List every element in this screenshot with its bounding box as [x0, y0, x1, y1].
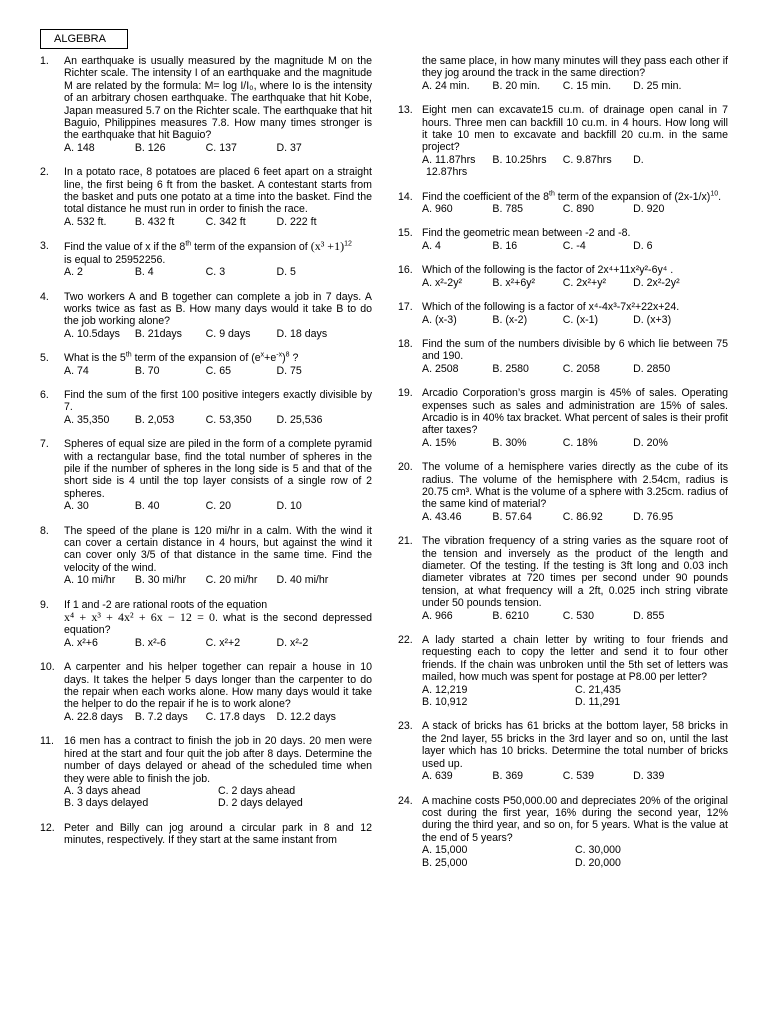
question-text-content: Two workers A and B together can complete a job in 7 days. A works twice as fast as B. How many days would it take B to do the job working alone?	[64, 290, 372, 328]
question-number: 7.	[40, 438, 49, 451]
answer-option[interactable]: D. x²-2	[276, 636, 309, 649]
question-text-content: the same place, in how many minutes will they pass each other if they jog around the track in the same direction?	[422, 55, 728, 80]
answer-option[interactable]: D. 855	[633, 609, 665, 622]
question-item	[40, 661, 372, 723]
superscript: x	[260, 351, 265, 359]
answer-option[interactable]: A. 15%	[422, 436, 457, 449]
answer-option[interactable]: D. 18 days	[276, 327, 328, 340]
answer-option[interactable]: A. 43.46	[422, 510, 462, 523]
answer-option[interactable]: D. 75	[276, 364, 302, 377]
answer-option[interactable]: C. 15 min.	[562, 79, 612, 92]
answer-option[interactable]: C. 9 days	[205, 327, 251, 340]
question-number: 6.	[40, 388, 49, 401]
answer-option[interactable]: A. 966	[422, 609, 453, 622]
question-number: 4.	[40, 290, 49, 303]
answer-option-continued: 12.87hrs	[426, 166, 468, 179]
answer-option[interactable]: C. 20	[205, 500, 231, 513]
question-item	[40, 735, 372, 809]
answer-options	[64, 414, 372, 426]
answer-option[interactable]: B. 21days	[134, 327, 182, 340]
answer-option[interactable]: A. 12,219	[422, 683, 468, 696]
question-number: 16.	[398, 264, 413, 277]
answer-options	[64, 574, 372, 586]
question-number: 23.	[398, 720, 413, 733]
answer-options	[422, 684, 728, 709]
answer-option[interactable]: A. 74	[64, 364, 89, 377]
answer-option[interactable]: B. (x-2)	[492, 313, 528, 326]
question-number: 8.	[40, 524, 49, 537]
answer-option[interactable]: A. 639	[422, 770, 453, 783]
answer-option[interactable]: C. (x-1)	[562, 313, 599, 326]
question-item	[398, 104, 728, 178]
question-text-content: A machine costs P50,000.00 and depreciates 20% of the original cost during the first year, 16% during the second year, 12% during the third year, and so on, for 5 years. What is the value at the end of 5 years?	[422, 794, 728, 844]
question-text-content: Arcadio Corporation’s gross margin is 45% of sales. Operating expenses such as sales and administration are 15% of sales. Arcadio is in 40% tax bracket. What percent of sales is their profit after taxes?	[422, 387, 728, 437]
answer-option[interactable]: C. 2x²+y²	[562, 276, 607, 289]
superscript: th	[125, 351, 132, 359]
question-text-part: )	[282, 352, 286, 365]
left-column	[40, 55, 372, 859]
answer-option[interactable]: B. 20 min.	[492, 79, 541, 92]
question-text	[422, 387, 728, 437]
answer-option[interactable]: C. 137	[205, 141, 237, 154]
answer-option[interactable]: A. 532 ft.	[64, 215, 107, 228]
question-number: 24.	[398, 794, 413, 807]
answer-option[interactable]: D. 25 min.	[633, 79, 682, 92]
question-text-part: Find the coefficient of the 8	[422, 190, 550, 203]
answer-options	[422, 240, 728, 252]
answer-option[interactable]: B. 4	[134, 266, 154, 279]
answer-option[interactable]: D. 920	[633, 203, 665, 216]
answer-option[interactable]: B. 70	[134, 364, 160, 377]
question-text-content: Peter and Billy can jog around a circular park in 8 and 12 minutes, respectively. If they start at the same instant from	[64, 821, 372, 847]
answer-option[interactable]: A. 4	[422, 239, 441, 252]
answer-options	[422, 80, 728, 92]
answer-options	[64, 637, 372, 649]
answer-option[interactable]: D. 76.95	[633, 510, 674, 523]
question-text-part: +e	[264, 352, 277, 365]
question-number: 10.	[40, 661, 55, 674]
question-number: 19.	[398, 387, 413, 400]
answer-option[interactable]: B. 2,053	[134, 413, 175, 426]
answer-option[interactable]: D. 2x²-2y²	[633, 276, 680, 289]
answer-option[interactable]: A. 2	[64, 266, 83, 279]
question-item	[398, 227, 728, 252]
answer-option[interactable]: B. 25,000	[422, 856, 468, 869]
question-text-content: Find the sum of the numbers divisible by 6 which lie between 75 and 190.	[422, 337, 728, 363]
answer-option[interactable]: B. 6210	[492, 609, 529, 622]
question-item	[398, 795, 728, 869]
answer-option[interactable]: C. 20 mi/hr	[205, 574, 258, 587]
answer-option[interactable]: B. 40	[134, 500, 160, 513]
question-item	[40, 55, 372, 154]
question-text	[64, 352, 372, 364]
question-number: 2.	[40, 166, 49, 179]
answer-option[interactable]: B. 30 mi/hr	[134, 574, 187, 587]
answer-options	[422, 437, 728, 449]
question-number: 12.	[40, 821, 55, 834]
answer-option[interactable]: A. 148	[64, 141, 95, 154]
superscript: 8	[285, 351, 290, 359]
question-text-part: .	[718, 190, 722, 203]
question-item	[40, 240, 372, 278]
question-text-part: term of the expansion of (2x-1/x)	[554, 190, 711, 203]
question-number: 20.	[398, 461, 413, 474]
question-item	[398, 55, 728, 92]
question-number: 1.	[40, 55, 49, 67]
question-text	[422, 104, 728, 154]
question-item	[398, 461, 728, 523]
answer-options	[422, 277, 728, 289]
answer-option[interactable]: B. 57.64	[492, 510, 532, 523]
question-number: 22.	[398, 634, 413, 647]
answer-option[interactable]: D. 2 days delayed	[218, 797, 303, 810]
answer-option[interactable]: D. 37	[276, 141, 302, 154]
question-text-part: term of the expansion of (e	[131, 352, 261, 365]
question-item	[40, 822, 372, 847]
answer-options	[422, 154, 728, 166]
question-item	[398, 535, 728, 622]
answer-option[interactable]: C. 65	[205, 364, 231, 377]
question-text-content: Which of the following is the factor of 2x⁴+11x²y²-6y⁴ .	[422, 264, 674, 277]
answer-options	[422, 844, 728, 869]
question-text-content: An earthquake is usually measured by the magnitude M on the Richter scale. The intensity I of an earthquake and the magnitude M are related by the formula: M= log I/I₀, where Io is the intensity of an arbitrary chosen earthquake. The earthquake that hit Kobe, Japan measured 5.7 on the Richter scale. The earthquake that hit Baguio, Philippines measures 7.8. How many times stronger is the earthquake that hit Baguio?	[64, 55, 372, 142]
question-number: 3.	[40, 240, 49, 253]
answer-option[interactable]: C. 539	[562, 770, 594, 783]
question-text	[422, 264, 728, 276]
answer-option[interactable]: C. 30,000	[575, 844, 621, 857]
question-item	[40, 438, 372, 512]
question-item	[40, 291, 372, 341]
answer-options	[422, 363, 728, 375]
question-text	[64, 822, 372, 847]
answer-option[interactable]: A. 22.8 days	[64, 710, 123, 723]
answer-options	[64, 328, 372, 340]
question-text-part: ?	[289, 352, 299, 365]
answer-option[interactable]: C. 3	[205, 266, 226, 279]
answer-options	[64, 711, 372, 723]
answer-option[interactable]: A. 30	[64, 500, 89, 513]
question-number: 18.	[398, 337, 413, 350]
equation: x⁴ + x³ + 4x² + 6x − 12 = 0	[64, 610, 216, 625]
answer-option[interactable]: B. 126	[134, 141, 166, 154]
question-text-content: A carpenter and his helper together can repair a house in 10 days. It takes the helper 5 days longer than the carpenter to do the repair when each works alone. How many days would it take the helper to do the repair if he is to work alone?	[64, 661, 372, 711]
question-text-part: Find the value of x if the 8	[64, 241, 186, 254]
question-text-content: A lady started a chain letter by writing to four friends and requesting each to copy the letter and send it to four other friends. If the chain was unbroken until the 5th set of letters was mailed, how much was spent for postage at P8.00 per letter?	[422, 634, 728, 684]
question-number: 15.	[398, 227, 413, 240]
answer-option[interactable]: D. 10	[276, 500, 302, 513]
answer-option[interactable]: D. (x+3)	[633, 313, 672, 326]
answer-option[interactable]: B. 432 ft	[134, 215, 175, 228]
question-item	[398, 338, 728, 375]
answer-option[interactable]: D. 11,291	[575, 696, 621, 709]
question-text	[64, 661, 372, 711]
expansion-expression: (x³ +1)	[310, 239, 345, 254]
answer-options	[422, 203, 728, 215]
answer-options	[64, 266, 372, 278]
answer-options	[422, 314, 728, 326]
question-text	[64, 240, 372, 266]
question-text	[64, 291, 372, 328]
answer-option[interactable]: D. 40 mi/hr	[276, 574, 329, 587]
answer-option[interactable]: A. 2508	[422, 362, 459, 375]
question-text-content: The volume of a hemisphere varies directly as the cube of its radius. The volume of the hemisphere with 2.54cm, radius is 20.75 cm³. What is the volume of a sphere with 3.25cm. radius of the same kind of material?	[422, 461, 728, 511]
answer-option[interactable]: A. 960	[422, 203, 453, 216]
answer-options	[422, 770, 728, 782]
answer-option[interactable]: A. 3 days ahead	[64, 784, 141, 797]
question-text	[422, 191, 728, 203]
question-text	[64, 438, 372, 500]
question-text-part: is equal to 25952256.	[64, 253, 166, 266]
answer-options	[64, 142, 372, 154]
answer-option[interactable]: B. 3 days delayed	[64, 797, 149, 810]
answer-option[interactable]: C. 890	[562, 203, 594, 216]
question-item	[398, 264, 728, 289]
answer-option[interactable]: C. 17.8 days	[205, 710, 266, 723]
answer-option[interactable]: B. 10.25hrs	[492, 153, 547, 166]
question-text-part: What is the 5	[64, 352, 126, 365]
question-number: 11.	[40, 735, 54, 748]
answer-options	[64, 500, 372, 512]
answer-option[interactable]: D. 20%	[633, 436, 668, 449]
question-text-content: Which of the following is a factor of x⁴-4x³-7x²+22x+24.	[422, 301, 680, 314]
question-text	[64, 55, 372, 142]
question-item	[40, 352, 372, 377]
answer-options	[64, 365, 372, 377]
answer-option[interactable]: C. 9.87hrs	[562, 153, 612, 166]
question-text	[422, 634, 728, 684]
question-item	[398, 634, 728, 708]
question-text	[64, 735, 372, 785]
answer-option[interactable]: D. 6	[633, 239, 653, 252]
question-item	[40, 166, 372, 228]
question-number: 14.	[398, 190, 413, 203]
answer-option[interactable]: D. 5	[276, 266, 296, 279]
answer-option[interactable]: A. x²-2y²	[422, 276, 463, 289]
answer-option[interactable]: D. 25,536	[276, 413, 323, 426]
question-text-part: term of the expansion of	[191, 241, 311, 254]
answer-option[interactable]: B. 2580	[492, 362, 529, 375]
question-item	[398, 387, 728, 449]
answer-option[interactable]: A. 10.5days	[64, 327, 120, 340]
answer-option[interactable]: C. -4	[562, 239, 586, 252]
question-number: 17.	[398, 301, 413, 314]
answer-option[interactable]: D. 20,000	[575, 856, 621, 869]
answer-option[interactable]: D. 2850	[633, 362, 671, 375]
answer-option[interactable]: B. 7.2 days	[134, 710, 188, 723]
superscript: th	[549, 190, 555, 198]
answer-option[interactable]: C. 2058	[562, 362, 600, 375]
question-text	[422, 720, 728, 770]
question-text-content: Spheres of equal size are piled in the form of a complete pyramid with a rectangular base, find the total number of spheres in the pile if the number of spheres in the long side is 5 and that of the short side is 4 until the top layer consists of a single row of 2 spheres.	[64, 438, 372, 500]
question-text-content: Find the geometric mean between -2 and -8.	[422, 227, 631, 240]
answer-option[interactable]: D. 12.2 days	[276, 710, 336, 723]
answer-option[interactable]: A. (x-3)	[422, 313, 457, 326]
answer-option[interactable]: A. 15,000	[422, 844, 468, 857]
superscript: 10	[710, 190, 719, 198]
answer-option[interactable]: B. x²+6y²	[492, 276, 536, 289]
answer-option[interactable]: D.	[633, 153, 644, 166]
answer-option[interactable]: C. 21,435	[575, 683, 621, 696]
superscript: -x	[276, 351, 283, 359]
answer-option[interactable]: B. 16	[492, 239, 518, 252]
question-text	[422, 227, 728, 239]
question-text	[64, 389, 372, 414]
question-text-content: Eight men can excavate15 cu.m. of drainage open canal in 7 hours. Three men can backfill 10 cu.m. in 4 hours. How long will it take 10 men to excavate and backfill 20 cu.m. in the same project?	[422, 104, 728, 154]
answer-option[interactable]: B. 785	[492, 203, 524, 216]
question-text-content: A stack of bricks has 61 bricks at the bottom layer, 58 bricks in the 2nd layer, 55 bricks in the 3rd layer and so on, until the last layer which has 10 bricks. Determine the total number of bricks used up.	[422, 720, 728, 770]
question-number: 13.	[398, 104, 413, 117]
answer-option[interactable]: A. 11.87hrs	[422, 153, 476, 166]
answer-option[interactable]: A. x²+6	[64, 636, 98, 649]
question-text-content: In a potato race, 8 potatoes are placed 6 feet apart on a straight line, the first being 6 ft from the basket. A contestant starts from the basket and puts one potato at a time into the basket. Find the total distance he must run in order to finish the race.	[64, 166, 372, 216]
question-item	[398, 301, 728, 326]
answer-option[interactable]: C. 86.92	[562, 510, 603, 523]
question-text-content: 16 men has a contract to finish the job in 20 days. 20 men were hired at the start and four quit the job after 8 days. Determine the number of days delayed or ahead of the scheduled time when they were able to finish the job.	[64, 735, 372, 785]
exponent: 12	[344, 240, 352, 248]
question-text-content: Find the sum of the first 100 positive integers exactly divisible by 7.	[64, 388, 372, 414]
section-header: ALGEBRA	[40, 29, 128, 49]
answer-options	[64, 785, 372, 810]
answer-option[interactable]: A. 24 min.	[422, 79, 470, 92]
answer-option[interactable]: B. x²-6	[134, 636, 167, 649]
answer-options	[422, 610, 728, 622]
question-text	[64, 599, 372, 637]
question-number: 5.	[40, 352, 49, 365]
question-number: 9.	[40, 598, 49, 611]
question-text	[422, 55, 728, 80]
answer-option[interactable]: C. 342 ft	[205, 215, 246, 228]
answer-option[interactable]: C. 530	[562, 609, 594, 622]
question-number: 21.	[398, 535, 413, 548]
answer-option[interactable]: B. 369	[492, 770, 524, 783]
question-item	[40, 599, 372, 650]
question-text	[422, 301, 728, 313]
question-item	[398, 720, 728, 782]
answer-option[interactable]: B. 10,912	[422, 696, 468, 709]
answer-option[interactable]: A. 35,350	[64, 413, 110, 426]
answer-option[interactable]: B. 30%	[492, 436, 527, 449]
question-item	[398, 191, 728, 216]
question-text-part: If 1 and -2 are rational roots of the equation	[64, 598, 268, 611]
answer-option[interactable]: C. x²+2	[205, 636, 241, 649]
answer-option[interactable]: C. 2 days ahead	[218, 784, 296, 797]
question-text	[422, 461, 728, 511]
question-item	[40, 389, 372, 426]
question-text	[422, 338, 728, 363]
answer-option[interactable]: C. 53,350	[205, 413, 252, 426]
question-item	[40, 525, 372, 587]
right-column	[398, 55, 728, 881]
answer-option[interactable]: A. 10 mi/hr	[64, 574, 116, 587]
superscript: th	[185, 240, 192, 248]
question-text-content: The vibration frequency of a string varies as the square root of the tension and inversely as the product of the length and diameter. Of the testing. If the testing is 3ft long and 0.03 inch diameter vibrates at 720 times per second under 90 pounds tension, at what frequency will a 2ft, 0.025 inch string vibrate under 50 pounds tension.	[422, 535, 728, 610]
question-text	[64, 166, 372, 216]
answer-option[interactable]: D. 339	[633, 770, 665, 783]
question-text-content: The speed of the plane is 120 mi/hr in a calm. With the wind it can cover a certain distance in 4 hours, but against the wind it can cover only 3/5 of that distance in the same time. Find the velocity of the wind.	[64, 524, 372, 574]
question-text	[422, 795, 728, 845]
question-text	[422, 535, 728, 609]
question-text-part: . what is the second depressed equation?	[64, 612, 373, 637]
answer-option[interactable]: C. 18%	[562, 436, 598, 449]
question-text	[64, 525, 372, 575]
answer-options	[64, 216, 372, 228]
answer-options	[422, 511, 728, 523]
answer-option[interactable]: D. 222 ft	[276, 215, 317, 228]
